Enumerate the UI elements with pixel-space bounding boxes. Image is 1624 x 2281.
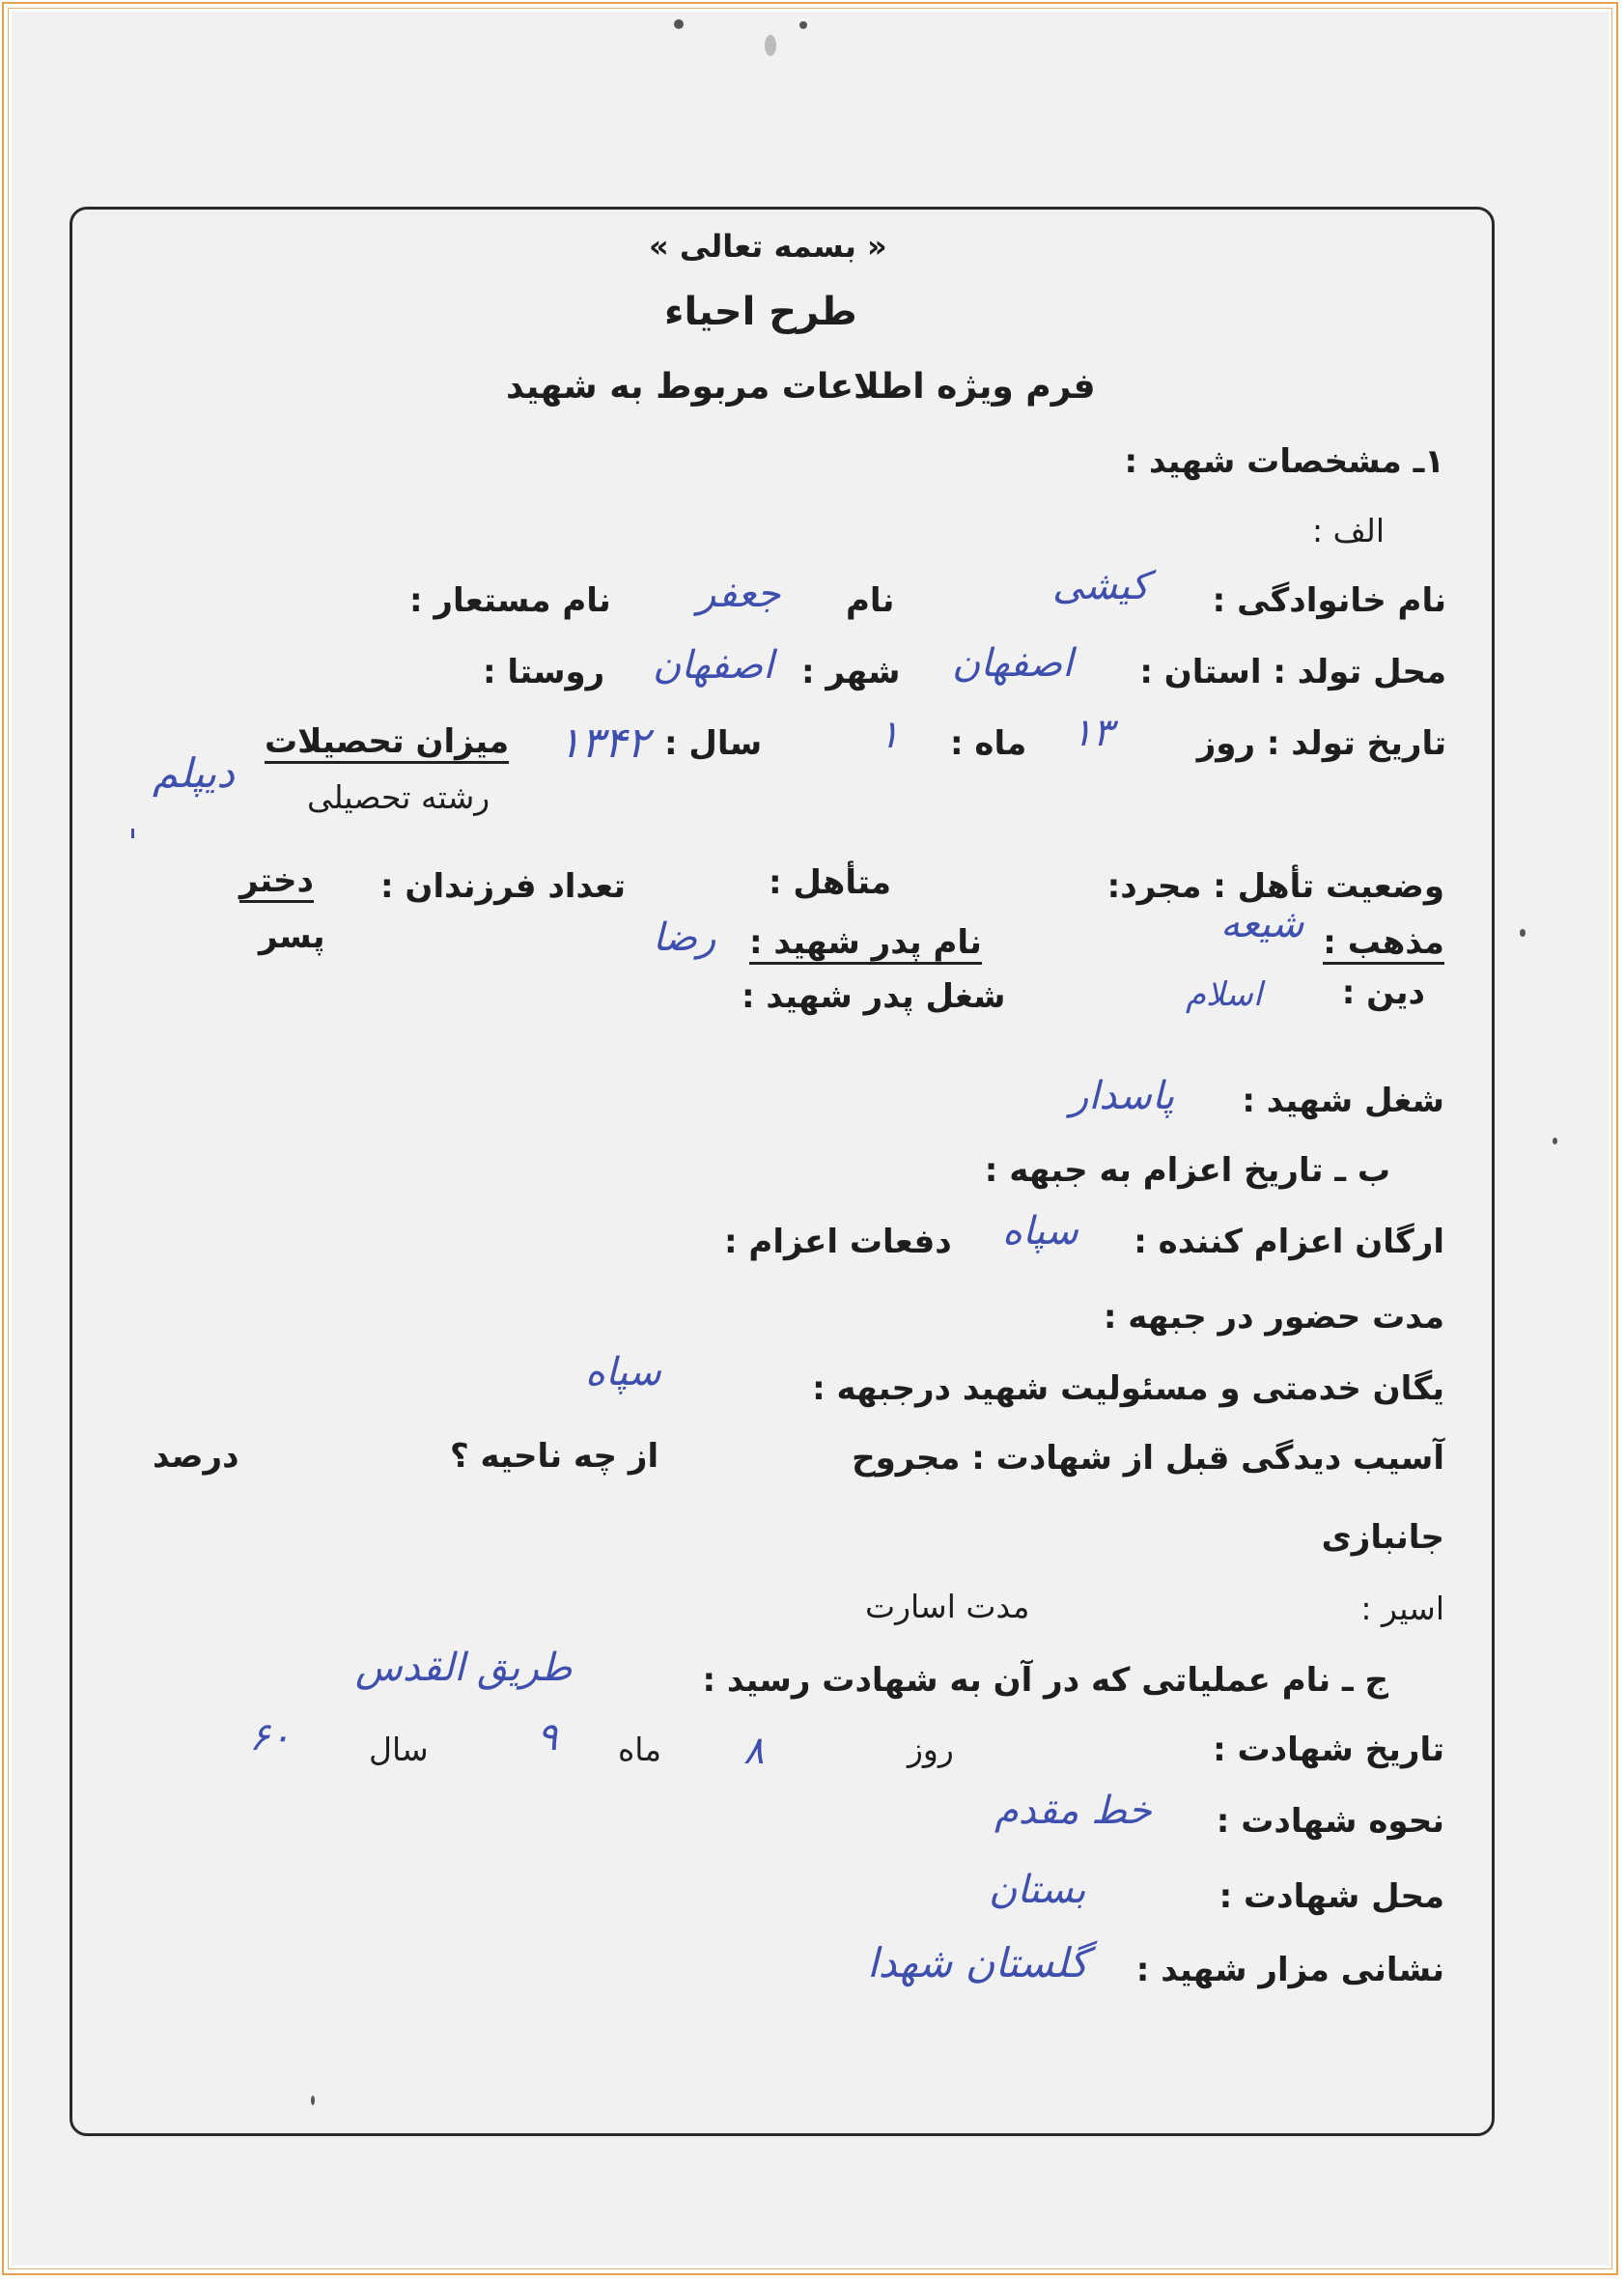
first-name-value: جعفر <box>697 572 781 616</box>
paper-speck <box>311 2096 315 2105</box>
unit-label: یگان خدمتی و مسئولیت شهید درجبهه : <box>812 1369 1444 1408</box>
martyrdom-year-label: سال <box>369 1731 429 1768</box>
deploy-date-label: ب ـ تاریخ اعزام به جبهه : <box>984 1151 1390 1190</box>
deploy-org-label: ارگان اعزام کننده : <box>1134 1223 1444 1261</box>
religion-label: دین : <box>1341 973 1425 1012</box>
martyrdom-place-label: محل شهادت : <box>1218 1877 1444 1916</box>
religion-value: اسلام <box>1186 975 1263 1014</box>
field-of-study-label: رشته تحصیلی <box>307 778 490 816</box>
first-name-label: نام <box>846 581 895 620</box>
martyrdom-year-value: ۶۰ <box>249 1715 291 1760</box>
paper-speck <box>674 19 684 29</box>
city-label: شهر : <box>801 653 901 691</box>
project-title: طرح احیاء <box>664 290 857 334</box>
captivity-label: مدت اسارت <box>865 1588 1030 1625</box>
martyrdom-manner-label: نحوه شهادت : <box>1216 1802 1444 1841</box>
prior-injury-label: آسیب دیدگی قبل از شهادت : مجروح <box>852 1439 1444 1478</box>
father-job-label: شغل پدر شهید : <box>742 977 1006 1016</box>
family-name-value: کیشی <box>1052 564 1150 608</box>
martyrdom-day-label: روز <box>908 1731 954 1768</box>
martyrdom-month-label: ماه <box>618 1731 662 1768</box>
martyrdom-month-value: ۹ <box>537 1715 558 1760</box>
education-level-label: میزان تحصیلات <box>265 722 509 764</box>
paper-speck <box>1520 929 1526 937</box>
daughter-label: دختر <box>239 861 314 903</box>
birthplace-label: محل تولد : استان : <box>1139 653 1446 691</box>
paper-speck <box>1553 1138 1557 1144</box>
denomination-value: شیعه <box>1220 902 1304 946</box>
marital-status-label: وضعیت تأهل : مجرد: <box>1106 867 1444 906</box>
basmala: « بسمه تعالی » <box>649 228 887 265</box>
disability-label: جانبازی <box>1321 1518 1444 1557</box>
prisoner-label: اسیر : <box>1360 1590 1444 1627</box>
martyrdom-place-value: بستان <box>989 1868 1086 1912</box>
grave-address-label: نشانی مزار شهید : <box>1135 1951 1444 1989</box>
son-label: پسر <box>259 917 325 956</box>
province-value: اصفهان <box>952 641 1074 686</box>
education-bracket <box>131 829 134 838</box>
alias-label: نام مستعار : <box>409 581 611 620</box>
birth-month-value: ۱ <box>879 713 900 757</box>
martyrdom-day-value: ۸ <box>743 1729 765 1773</box>
city-value: اصفهان <box>653 643 774 688</box>
percent-label: درصد <box>153 1437 239 1476</box>
village-label: روستا : <box>483 653 605 691</box>
children-count-label: تعداد فرزندان : <box>380 867 627 906</box>
birth-day-value: ۱۳ <box>1072 711 1113 755</box>
martyrdom-manner-value: خط مقدم <box>994 1788 1152 1833</box>
front-duration-label: مدت حضور در جبهه : <box>1103 1298 1444 1337</box>
father-name-label: نام پدر شهید : <box>749 923 982 965</box>
operation-label: ج ـ نام عملیاتی که در آن به شهادت رسید : <box>702 1661 1388 1700</box>
family-name-label: نام خانوادگی : <box>1212 581 1446 620</box>
deploy-times-label: دفعات اعزام : <box>724 1223 952 1261</box>
birth-year-label: سال : <box>664 724 763 763</box>
operation-value: طریق القدس <box>355 1646 573 1690</box>
injury-area-label: از چه ناحیه ؟ <box>450 1437 659 1476</box>
part-a-label: الف : <box>1312 512 1385 549</box>
martyr-job-value: پاسدار <box>1070 1074 1175 1118</box>
deploy-org-value: سپاه <box>1002 1209 1078 1253</box>
martyr-job-label: شغل شهید : <box>1242 1082 1444 1120</box>
section-heading: ۱ـ مشخصات شهید : <box>1124 442 1444 481</box>
unit-value: سپاه <box>585 1350 661 1394</box>
birth-year-value: ۱۳۴۲ <box>558 718 650 768</box>
martyrdom-date-label: تاریخ شهادت : <box>1213 1731 1444 1769</box>
form-title: فرم ویژه اطلاعات مربوط به شهید <box>506 367 1096 407</box>
paper-speck <box>799 21 807 29</box>
birth-month-label: ماه : <box>950 724 1027 763</box>
married-label: متأهل : <box>769 863 892 902</box>
birth-date-label: تاریخ تولد : روز <box>1196 724 1446 763</box>
education-value: دیپلم <box>153 749 235 797</box>
father-name-value: رضا <box>653 915 716 960</box>
paper-speck <box>765 35 776 56</box>
denomination-label: مذهب : <box>1323 923 1444 965</box>
grave-address-value: گلستان شهدا <box>867 1939 1089 1986</box>
